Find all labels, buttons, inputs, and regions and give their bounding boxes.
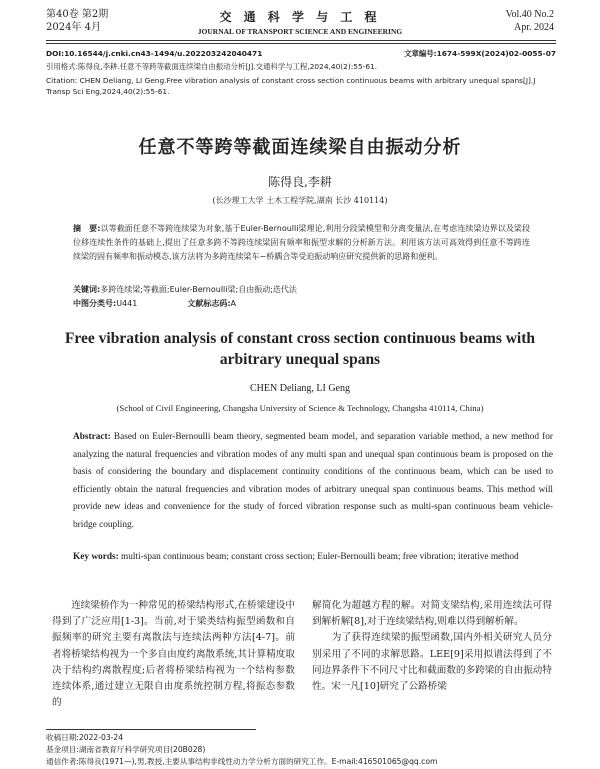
affiliation-cn: (长沙理工大学 土木工程学院,湖南 长沙 410114) <box>212 196 388 205</box>
classification-cn <box>73 298 236 309</box>
header-rule-thick <box>46 40 556 41</box>
journal-volume-en <box>506 8 554 34</box>
header-rule-thin <box>46 43 556 44</box>
keywords-en <box>73 549 553 567</box>
doi-row <box>46 48 556 59</box>
abstract-en-text: Based on Euler-Bernoulli beam theory, segmented beam model, and separation variable method, a new method for analyzing the natural frequencies and vibration modes of any multi span and unequal span continuous beam is proposed on the basis of considering the boundary and displacement continuity conditions of the continuous beam, which can be used to efficiently obtain the natural frequencies and vibration modes of arbitrary unequal span continuous beams. This method will provide new ideas and convenience for the study of forced vibration response such as multi-span continuous beam vehicle-bridge coupling. <box>73 432 553 530</box>
abstract-cn-label: 摘 要: <box>73 224 101 233</box>
keywords-cn-text: 多跨连续梁;等截面;Euler-Bernoulli梁;自由振动;迭代法 <box>100 285 297 294</box>
date-en: Apr. 2024 <box>514 22 554 33</box>
keywords-en-label: Key words: <box>73 552 119 562</box>
doc-code-label: 文献标志码: <box>187 299 231 308</box>
paper-title-en: Free vibration analysis of constant cross section continuous beams with arbitrary unequal spans <box>64 330 536 368</box>
abstract-cn <box>73 222 530 264</box>
paper-title-cn: 任意不等跨等截面连续梁自由振动分析 <box>138 137 462 158</box>
body-column-right: 解简化为超越方程的解。对简支梁结构,采用连续法可得到解析解[8],对于连续梁结构,则难以得到解析解。 为了获得连续梁的振型函数,国内外相关研究人员分别采用了不同的求解思路。LEE[9]采用拟谱法得到了不同边界条件下不同尺寸比和截面数的多跨梁的自由振动特性。宋一凡[10]研究了公路桥梁 <box>312 600 552 693</box>
keywords-cn-label: 关键词: <box>73 285 101 294</box>
body-column-left: 连续梁桥作为一种常见的桥梁结构形式,在桥梁建设中得到了广泛应用[1-3]。当前,对于梁类结构振型函数和自振频率的研究主要有离散法与连续法两种方法[4-7]。前者将桥梁结构视为一个多自由度约离散系统,其计算精度取决于结构约离散程度;后者将桥梁结构视为一个结构参数连续体系,通过建立无限自由度系统控制方程,将振态参数的 <box>52 600 295 709</box>
clc-label: 中图分类号: <box>73 299 117 308</box>
footnote-received: 收稿日期:2022-03-24 <box>46 733 124 742</box>
journal-name-cn: 交 通 科 学 与 工 程 <box>219 10 381 24</box>
abstract-en-label: Abstract: <box>73 432 111 442</box>
abstract-en <box>73 429 553 535</box>
date-cn: 2024年 4月 <box>46 22 101 33</box>
citation-cn: 引用格式:陈得良,李耕.任意不等跨等截面连续梁自由振动分析[J].交通科学与工程,2024,40(2):55-61. <box>46 62 378 71</box>
volume-issue-en: Vol.40 No.2 <box>505 9 554 20</box>
authors-cn: 陈得良,李耕 <box>268 175 332 189</box>
authors-en: CHEN Deliang, LI Geng <box>250 383 350 394</box>
doc-code-value: A <box>230 299 237 308</box>
article-number: 文章编号:1674-599X(2024)02-0055-07 <box>404 49 556 58</box>
affiliation-en: (School of Civil Engineering, Changsha University of Science & Technology, Changsha 410114, China) <box>116 403 484 413</box>
volume-issue-cn: 第40卷 第2期 <box>46 9 109 20</box>
clc-value: U441 <box>116 299 138 308</box>
doi: DOI:10.16544/j.cnki.cn43-1494/u.202203242040471 <box>46 49 263 58</box>
abstract-cn-text: 以等截面任意不等跨连续梁为对象,基于Euler-Bernoulli梁理论,利用分段梁模型和分离变量法,在考虑连续梁边界以及梁段位移连续性条件的基础上,提出了任意多跨不等跨连续梁固有频率和振型求解的分析新方法。利用该方法可高效得到任意不等跨连续梁的固有频率和振动模态,该方法将为多跨连续梁车−桥耦合等受迫振动响应研究提供新的思路和便利。 <box>73 224 530 261</box>
keywords-cn <box>73 283 530 297</box>
footnote-rule <box>46 729 256 730</box>
footnote-author: 通信作者:陈得良(1971—),男,教授,主要从事结构非线性动力学分析方面的研究工作。E-mail:416501065@qq.com <box>46 757 438 766</box>
footnote-fund: 基金项目:湖南省教育厅科学研究项目(20B028) <box>46 745 206 754</box>
keywords-en-text: multi-span continuous beam; constant cross section; Euler-Bernoulli beam; free vibration; iterative method <box>118 552 519 562</box>
journal-name-en: JOURNAL OF TRANSPORT SCIENCE AND ENGINEERING <box>197 27 403 36</box>
citation-en: Citation: CHEN Deliang, LI Geng.Free vibration analysis of constant cross section continuous beams with arbitrary unequal spans[J].J Transp Sci Eng,2024,40(2):55-61. <box>46 76 536 96</box>
